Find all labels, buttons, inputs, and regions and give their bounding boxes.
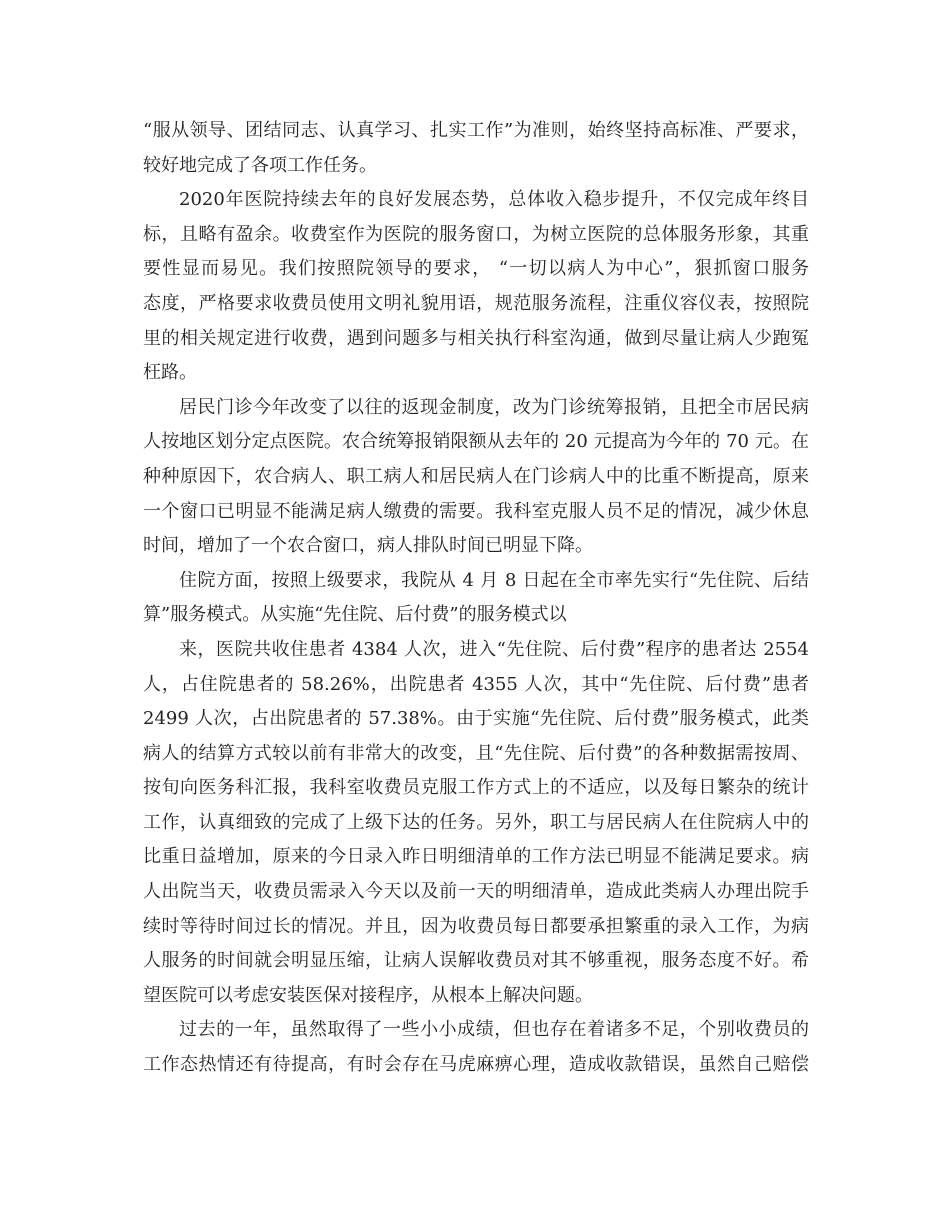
text-line: 2499 人次，占出院患者的 57.38%。由于实施“先住院、后付费”服务模式，此类 <box>143 708 809 730</box>
text-line: 工作，认真细致的完成了上级下达的任务。另外，职工与居民病人在住院病人中的 <box>143 811 809 833</box>
text-line: 望医院可以考虑安装医保对接程序，从根本上解决问题。 <box>143 984 593 1006</box>
text-line: 种种原因下，农合病人、职工病人和居民病人在门诊病人中的比重不断提高，原来 <box>143 465 809 487</box>
text-line: “服从领导、团结同志、认真学习、扎实工作”为准则，始终坚持高标准、严要求， <box>143 120 809 141</box>
text-line: 人按地区划分定点医院。农合统筹报销限额从去年的 20 元提高为今年的 70 元。在 <box>143 431 809 453</box>
text-line: 要性显而易见。我们按照院领导的要求， “一切以病人为中心”，狠抓窗口服务 <box>143 258 809 280</box>
text-line: 住院方面，按照上级要求，我院从 4 月 8 日起在全市率先实行“先住院、后结 <box>179 569 809 591</box>
text-line: 比重日益增加，原来的今日录入昨日明细清单的工作方法已明显不能满足要求。病 <box>143 846 809 868</box>
text-line: 时间，增加了一个农合窗口，病人排队时间已明显下降。 <box>143 535 593 557</box>
text-line: 算”服务模式。从实施“先住院、后付费”的服务模式以 <box>143 604 567 626</box>
text-line: 病人的结算方式较以前有非常大的改变，且“先住院、后付费”的各种数据需按周、 <box>143 742 809 764</box>
text-line: 标，且略有盈余。收费室作为医院的服务窗口，为树立医院的总体服务形象，其重 <box>143 223 809 245</box>
text-line: 续时等待时间过长的情况。并且，因为收费员每日都要承担繁重的录入工作，为病 <box>143 915 809 937</box>
text-line: 人服务的时间就会明显压缩，让病人误解收费员对其不够重视，服务态度不好。希 <box>143 950 809 972</box>
text-line: 枉路。 <box>143 362 197 384</box>
text-line: 按旬向医务科汇报，我科室收费员克服工作方式上的不适应，以及每日繁杂的统计 <box>143 777 809 799</box>
text-line: 里的相关规定进行收费，遇到问题多与相关执行科室沟通，做到尽量让病人少跑冤 <box>143 327 809 349</box>
text-line: 来，医院共收住患者 4384 人次，进入“先住院、后付费”程序的患者达 2554 <box>179 638 809 660</box>
text-line: 较好地完成了各项工作任务。 <box>143 154 377 176</box>
text-line: 过去的一年，虽然取得了一些小小成绩，但也存在着诸多不足，个别收费员的 <box>179 1019 809 1041</box>
document-body <box>143 114 809 1083</box>
text-line: 工作态热情还有待提高，有时会存在马虎麻痹心理，造成收款错误，虽然自己赔偿 <box>143 1054 809 1076</box>
text-line: 态度，严格要求收费员使用文明礼貌用语，规范服务流程，注重仪容仪表，按照院 <box>143 292 809 314</box>
text-line: 居民门诊今年改变了以往的返现金制度，改为门诊统筹报销，且把全市居民病 <box>179 396 809 418</box>
text-line: 一个窗口已明显不能满足病人缴费的需要。我科室克服人员不足的情况，减少休息 <box>143 500 809 522</box>
text-line: 人出院当天，收费员需录入今天以及前一天的明细清单，造成此类病人办理出院手 <box>143 881 809 903</box>
text-line: 2020年医院持续去年的良好发展态势，总体收入稳步提升，不仅完成年终目 <box>179 189 809 211</box>
text-line: 人，占住院患者的 58.26%，出院患者 4355 人次，其中“先住院、后付费”患者 <box>143 673 809 695</box>
